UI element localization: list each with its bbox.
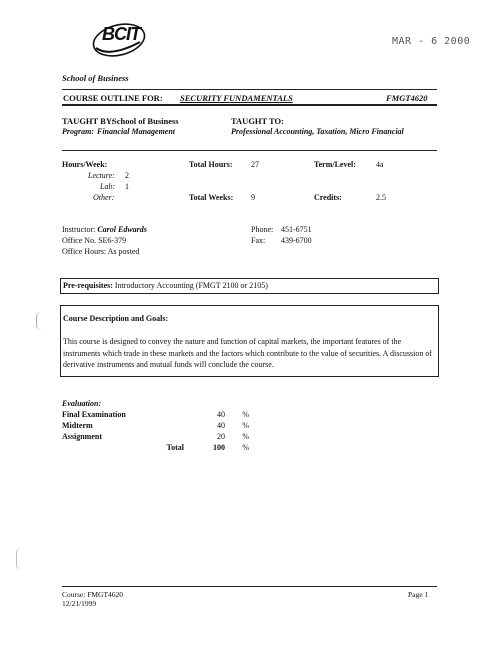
evaluation-total-row bbox=[62, 442, 249, 453]
total-hours-value: 27 bbox=[251, 160, 259, 169]
instructor-label: Instructor: bbox=[62, 225, 96, 234]
phone-label: Phone: bbox=[251, 225, 274, 234]
evaluation-heading: Evaluation: bbox=[62, 399, 102, 408]
program-label: Program: bbox=[62, 127, 94, 136]
evaluation-total-unit: % bbox=[242, 443, 249, 452]
evaluation-unit: % bbox=[242, 432, 249, 441]
outline-label: COURSE OUTLINE FOR: bbox=[63, 93, 163, 103]
evaluation-table bbox=[62, 409, 249, 453]
hours-top-rule bbox=[62, 150, 437, 151]
fax-value: 439-6700 bbox=[281, 236, 312, 245]
description-body: This course is designed to convey the nature and function of capital markets, the important features of the instruments which trade in these markets and the factors which contribute to the value of securities. A discussion of derivative instruments and mutual funds will conclude the course. bbox=[63, 337, 433, 369]
footer-date: 12/21/1999 bbox=[62, 599, 97, 608]
evaluation-row bbox=[62, 420, 249, 431]
credits-label: Credits: bbox=[314, 193, 342, 202]
total-weeks-value: 9 bbox=[251, 193, 255, 202]
term-level-value: 4a bbox=[376, 160, 384, 169]
title-bottom-rule bbox=[62, 104, 437, 106]
evaluation-row bbox=[62, 409, 249, 420]
office-hours: Office Hours: As posted bbox=[62, 247, 140, 256]
prerequisites-value: Introductory Accounting (FMGT 2100 or 2105) bbox=[114, 281, 268, 290]
evaluation-total-label: Total bbox=[166, 443, 184, 452]
prerequisites-label: Pre-requisites: bbox=[63, 281, 113, 290]
footer-page: Page 1 bbox=[408, 590, 429, 599]
credits-value: 2.5 bbox=[376, 193, 386, 202]
evaluation-value: 20 bbox=[217, 432, 225, 441]
taught-by-label: TAUGHT BY: bbox=[62, 116, 115, 126]
lab-value: 1 bbox=[125, 182, 129, 191]
evaluation-total-value: 100 bbox=[213, 443, 225, 452]
evaluation-value: 40 bbox=[217, 410, 225, 419]
evaluation-value: 40 bbox=[217, 421, 225, 430]
received-date-stamp: MAR - 6 2000 bbox=[392, 36, 471, 47]
evaluation-item: Midterm bbox=[62, 421, 93, 430]
lecture-value: 2 bbox=[125, 171, 129, 180]
phone-value: 451-6751 bbox=[281, 225, 312, 234]
logo-text: BCIT bbox=[102, 24, 140, 44]
taught-to-label: TAUGHT TO: bbox=[231, 116, 284, 126]
scan-mark bbox=[16, 548, 21, 570]
evaluation-unit: % bbox=[242, 421, 249, 430]
evaluation-item: Assignment bbox=[62, 432, 103, 441]
prerequisites-line bbox=[63, 281, 268, 290]
title-top-rule bbox=[62, 89, 437, 90]
description-heading: Course Description and Goals: bbox=[63, 314, 169, 323]
other-label: Other: bbox=[93, 193, 115, 202]
course-code: FMGT4620 bbox=[386, 93, 428, 103]
lab-label: Lab: bbox=[100, 182, 116, 191]
school-name: School of Business bbox=[62, 73, 129, 83]
program-value: Financial Management bbox=[97, 127, 176, 136]
lecture-label: Lecture: bbox=[88, 171, 115, 180]
evaluation-unit: % bbox=[242, 410, 249, 419]
total-hours-label: Total Hours: bbox=[189, 160, 233, 169]
course-name: SECURITY FUNDAMENTALS bbox=[180, 93, 293, 103]
footer-course: Course: FMGT4620 bbox=[62, 590, 124, 599]
footer-rule bbox=[62, 586, 437, 587]
office-number: Office No. SE6-379 bbox=[62, 236, 127, 245]
scan-mark bbox=[36, 312, 41, 330]
evaluation-row bbox=[62, 431, 249, 442]
hours-week-label: Hours/Week: bbox=[62, 160, 108, 169]
term-level-label: Term/Level: bbox=[314, 160, 356, 169]
instructor-line bbox=[62, 225, 147, 234]
instructor-name: Carol Edwards bbox=[97, 225, 147, 234]
evaluation-item: Final Examination bbox=[62, 410, 126, 419]
taught-to-value: Professional Accounting, Taxation, Micro Financial bbox=[231, 127, 404, 136]
total-weeks-label: Total Weeks: bbox=[189, 193, 234, 202]
fax-label: Fax: bbox=[251, 236, 266, 245]
taught-by-value: School of Business bbox=[112, 116, 179, 126]
